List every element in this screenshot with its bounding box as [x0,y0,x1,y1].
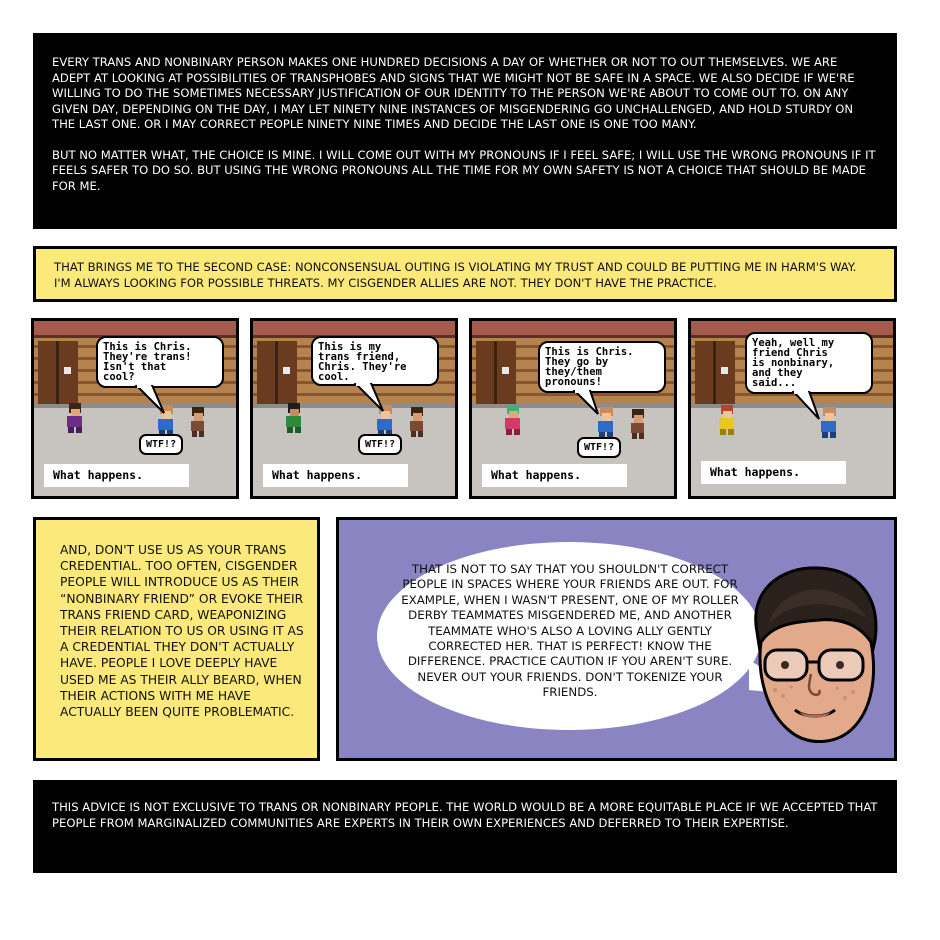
reaction-bubble-3: WTF!? [577,437,621,458]
game-panel-3 [469,318,677,499]
speech-bubble-3: This is Chris. They go by they/them pronouns! [538,341,666,393]
closing-text: THIS ADVICE IS NOT EXCLUSIVE TO TRANS OR NONBINARY PEOPLE. THE WORLD WOULD BE A MORE EQUITABLE PLACE IF WE ACCEPTED THAT PEOPLE FROM MARGINALIZED COMMUNITIES ARE EXPERTS IN THEIR OWN EXPERIENCES AND DEFERRED TO THEIR EXPERTISE. [52,800,878,830]
credential-text: AND, DON'T USE US AS YOUR TRANS CREDENTIAL. TOO OFTEN, CISGENDER PEOPLE WILL INTRODUCE US AS THEIR “NONBINARY FRIEND” OR EVOKE THEIR TRANS FRIEND CARD, WEAPONIZING THEIR RELATION TO US OR USING IT AS A CREDENTIAL THEY DON'T ACTUALLY HAVE. PEOPLE I LOVE DEEPLY HAVE USED ME AS THEIR ALLY BEARD, WHEN THEIR ACTIONS WITH ME HAVE ACTUALLY BEEN QUITE PROBLEMATIC. [60,543,304,720]
closing-caption-box [33,780,897,873]
reaction-bubble-1: WTF!? [139,434,183,455]
intro-caption-box [33,33,897,229]
intro-paragraph-2: BUT NO MATTER WHAT, THE CHOICE IS MINE. I WILL COME OUT WITH MY PRONOUNS IF I FEEL SAFE; I WILL USE THE WRONG PRONOUNS IF IT FEELS SAFER TO DO SO. BUT USING THE WRONG PRONOUNS ALL THE TIME FOR MY OWN SAFETY IS NOT A CHOICE THAT SHOULD BE MADE FOR ME. [52,147,876,193]
intro-paragraph-1: EVERY TRANS AND NONBINARY PERSON MAKES ONE HUNDRED DECISIONS A DAY OF WHETHER OR NOT TO OUT THEMSELVES. WE ARE ADEPT AT LOOKING AT POSSIBILITIES OF TRANSPHOBES AND SIGNS THAT WE MIGHT NOT BE SAFE IN A SPACE. WE ALSO DECIDE IF WE'RE WILLING TO DO THE SOMETIMES NECESSARY JUSTIFICATION OF OUR IDENTITY TO THE PERSON WE'RE ABOUT TO COME OUT TO. ON ANY GIVEN DAY, DEPENDING ON THE DAY, I MAY LET NINETY NINE INSTANCES OF MISGENDERING GO UNCHALLENGED, AND HOLD STURDY ON THE LAST ONE. OR I MAY CORRECT PEOPLE NINETY NINE TIMES AND DECIDE THE LAST ONE IS ONE TOO MANY. [52,55,855,131]
second-case-caption-box [33,246,897,302]
speech-tail-4 [789,391,829,421]
speech-tail-1 [130,385,170,415]
caption-label-2: What happens. [263,464,408,487]
game-panel-1 [31,318,239,499]
narrator-speech-text: THAT IS NOT TO SAY THAT YOU SHOULDN'T CORRECT PEOPLE IN SPACES WHERE YOUR FRIENDS ARE OUT. FOR EXAMPLE, WHEN I WASN'T PRESENT, ONE OF MY ROLLER DERBY TEAMMATES MISGENDERED ME, AND ANOTHER TEAMMATE WHO'S ALSO A LOVING ALLY GENTLY CORRECTED HER. THAT IS PERFECT! KNOW THE DIFFERENCE. PRACTICE CAUTION IF YOU AREN'T SURE. NEVER OUT YOUR FRIENDS. DON'T TOKENIZE YOUR FRIENDS. [401,562,739,700]
game-panel-2 [250,318,458,499]
speech-tail-3 [568,390,608,416]
narrator-speech-bubble [377,542,761,730]
narrator-panel [336,517,897,761]
caption-label-4: What happens. [701,461,846,484]
speech-bubble-1: This is Chris. They're trans! Isn't that cool? [96,336,224,388]
narrator-portrait [739,562,889,752]
game-panel-4 [688,318,896,499]
caption-label-1: What happens. [44,464,189,487]
speech-bubble-2: This is my trans friend, Chris. They're cool. [311,336,439,386]
second-case-text: THAT BRINGS ME TO THE SECOND CASE: NONCONSENSUAL OUTING IS VIOLATING MY TRUST AND COULD BE PUTTING ME IN HARM'S WAY. I'M ALWAYS LOOKING FOR POSSIBLE THREATS. MY CISGENDER ALLIES ARE NOT. THEY DON'T HAVE THE PRACTICE. [54,260,857,290]
reaction-bubble-2: WTF!? [358,434,402,455]
speech-bubble-4: Yeah, well my friend Chris is nonbinary, and they said... [745,332,873,394]
caption-label-3: What happens. [482,464,627,487]
credential-caption-box [33,517,320,761]
speech-tail-2 [349,383,389,413]
